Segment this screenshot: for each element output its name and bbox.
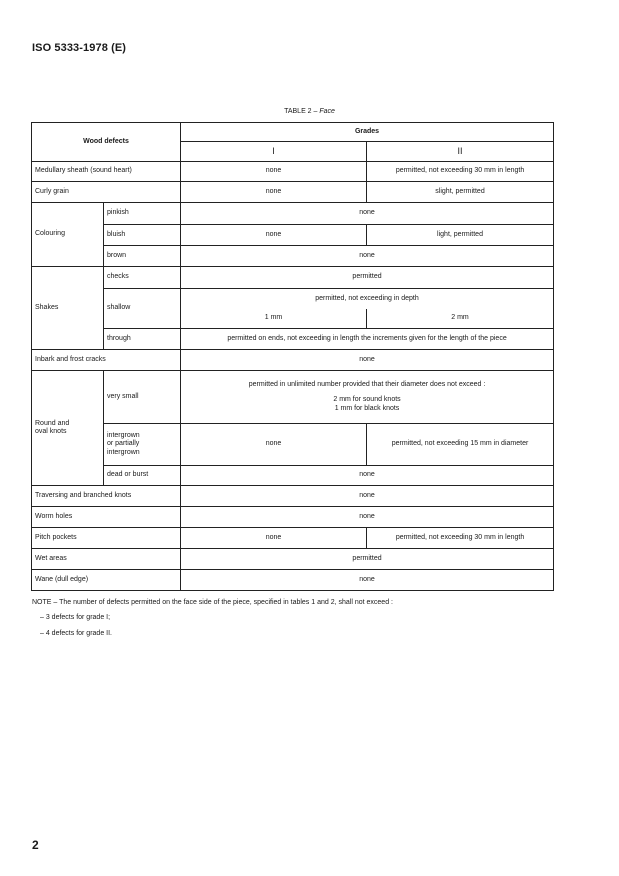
- table-row: [32, 329, 554, 350]
- note-item-grade-2: – 4 defects for grade II.: [40, 630, 112, 637]
- shakes-checks: checks: [104, 267, 181, 289]
- very-small-value: [181, 371, 554, 424]
- defect-traversing-knots: Traversing and branched knots: [32, 486, 181, 507]
- wane-value: none: [181, 570, 554, 591]
- caption-title: Face: [319, 108, 335, 115]
- defect-wane: Wane (dull edge): [32, 570, 181, 591]
- knots-dead-or-burst: dead or burst: [104, 466, 181, 486]
- shallow-grade-2: 2 mm: [367, 309, 554, 329]
- table-row: [32, 246, 554, 267]
- inbark-value: none: [181, 350, 554, 371]
- colouring-pinkish: pinkish: [104, 203, 181, 225]
- table-row: [32, 162, 554, 182]
- very-small-line1: permitted in unlimited number provided that their diameter does not exceed :: [248, 380, 486, 388]
- bluish-grade-2: light, permitted: [367, 225, 554, 246]
- medullary-grade-2: permitted, not exceeding 30 mm in length: [367, 162, 554, 182]
- defect-worm-holes: Worm holes: [32, 507, 181, 528]
- table-row: [32, 123, 554, 142]
- header-grade-1: I: [181, 142, 367, 162]
- header-grade-2: II: [367, 142, 554, 162]
- colouring-bluish: bluish: [104, 225, 181, 246]
- defect-round-oval-knots: [32, 371, 104, 486]
- intergrown-grade-2: permitted, not exceeding 15 mm in diameter: [367, 424, 554, 466]
- curly-grade-1: none: [181, 182, 367, 203]
- table-row: [32, 507, 554, 528]
- pitch-grade-1: none: [181, 528, 367, 549]
- intergrown-line2: or partially: [107, 440, 140, 448]
- through-value: permitted on ends, not exceeding in length the increments given for the length of the piece: [181, 329, 554, 350]
- table-note: NOTE – The number of defects permitted on the face side of the piece, specified in tables 1 and 2, shall not exceed :: [32, 599, 393, 606]
- intergrown-line1: intergrown: [107, 431, 140, 439]
- wet-value: permitted: [181, 549, 554, 570]
- shakes-through: through: [104, 329, 181, 350]
- defect-inbark: Inbark and frost cracks: [32, 350, 181, 371]
- table-row: [32, 486, 554, 507]
- knots-label-line2: oval knots: [35, 428, 67, 435]
- very-small-line2: 2 mm for sound knots: [333, 396, 401, 404]
- traversing-value: none: [181, 486, 554, 507]
- checks-value: permitted: [181, 267, 554, 289]
- pitch-grade-2: permitted, not exceeding 30 mm in length: [367, 528, 554, 549]
- shakes-shallow: shallow: [104, 289, 181, 329]
- curly-grade-2: slight, permitted: [367, 182, 554, 203]
- table-row: [32, 289, 554, 309]
- shallow-depth-label: permitted, not exceeding in depth: [181, 289, 554, 309]
- note-item-grade-1: – 3 defects for grade I;: [40, 614, 111, 621]
- defect-medullary: Medullary sheath (sound heart): [32, 162, 181, 182]
- table-row: [32, 225, 554, 246]
- header-wood-defects: Wood defects: [32, 123, 181, 162]
- brown-value: none: [181, 246, 554, 267]
- defect-pitch-pockets: Pitch pockets: [32, 528, 181, 549]
- very-small-line3: 1 mm for black knots: [334, 404, 400, 412]
- intergrown-line3: intergrown: [107, 448, 140, 456]
- header-grades: Grades: [181, 123, 554, 142]
- medullary-grade-1: none: [181, 162, 367, 182]
- defects-table: [31, 122, 554, 591]
- table-row: [32, 371, 554, 424]
- table-row: [32, 466, 554, 486]
- worm-value: none: [181, 507, 554, 528]
- document-id: ISO 5333-1978 (E): [32, 42, 127, 54]
- dead-value: none: [181, 466, 554, 486]
- table-row: [32, 570, 554, 591]
- table-row: [32, 549, 554, 570]
- defect-colouring: Colouring: [32, 203, 104, 267]
- defect-wet-areas: Wet areas: [32, 549, 181, 570]
- shallow-grade-1: 1 mm: [181, 309, 367, 329]
- colouring-brown: brown: [104, 246, 181, 267]
- pinkish-value: none: [181, 203, 554, 225]
- knots-intergrown: [104, 424, 181, 466]
- defect-curly-grain: Curly grain: [32, 182, 181, 203]
- table-caption: [0, 108, 619, 115]
- caption-prefix: TABLE 2 –: [284, 108, 320, 115]
- bluish-grade-1: none: [181, 225, 367, 246]
- table-row: [32, 182, 554, 203]
- knots-label-line1: Round and: [35, 419, 70, 427]
- defect-shakes: Shakes: [32, 267, 104, 350]
- table-row: [32, 267, 554, 289]
- page-number: 2: [32, 838, 39, 852]
- intergrown-grade-1: none: [181, 424, 367, 466]
- table-row: [32, 203, 554, 225]
- table-row: [32, 528, 554, 549]
- knots-very-small: very small: [104, 371, 181, 424]
- table-row: [32, 350, 554, 371]
- table-row: [32, 424, 554, 466]
